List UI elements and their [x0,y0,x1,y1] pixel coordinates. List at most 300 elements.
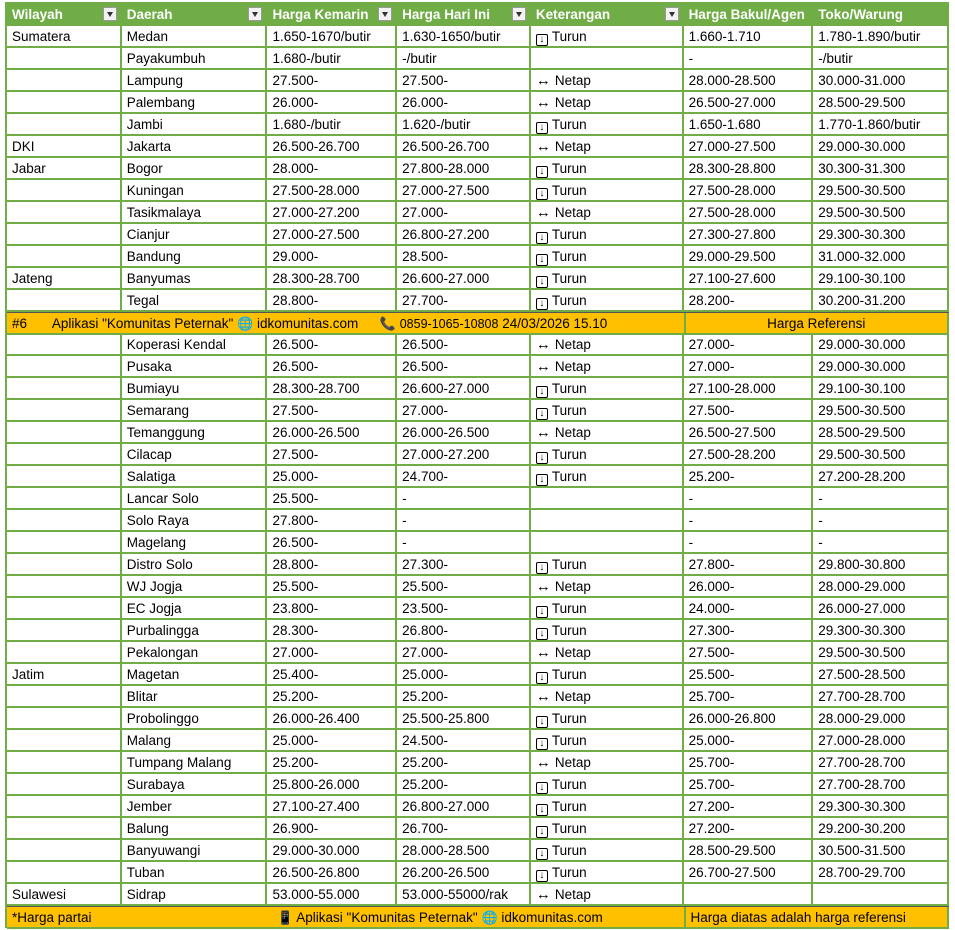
harga-kemarin-cell[interactable] [267,730,397,752]
harga-kemarin-cell[interactable] [267,796,397,818]
daerah-cell[interactable] [122,752,268,774]
harga-bakul-cell[interactable] [684,26,814,48]
keterangan-cell[interactable] [531,334,684,356]
daerah-cell[interactable] [122,532,268,554]
toko-warung-cell[interactable] [813,334,949,356]
daerah-cell[interactable] [122,598,268,620]
keterangan-cell[interactable] [531,466,684,488]
toko-warung-cell[interactable] [813,752,949,774]
wilayah-cell[interactable] [7,576,122,598]
daerah-cell[interactable] [122,378,268,400]
harga-bakul-cell[interactable] [684,268,814,290]
daerah-cell[interactable] [122,818,268,840]
toko-warung-cell[interactable] [813,466,949,488]
harga-hari-ini-cell[interactable] [397,708,531,730]
harga-kemarin-cell-value: 27.100-27.400 [272,799,360,814]
keterangan-cell[interactable] [531,554,684,576]
harga-bakul-cell[interactable] [684,92,814,114]
wilayah-cell[interactable] [7,26,122,48]
toko-warung-cell[interactable] [813,664,949,686]
toko-warung-cell-value: 29.500-30.500 [818,403,906,418]
harga-bakul-cell[interactable] [684,642,814,664]
keterangan-cell[interactable] [531,620,684,642]
daerah-cell[interactable] [122,422,268,444]
wilayah-cell[interactable] [7,48,122,70]
table-row [7,510,949,532]
toko-warung-cell[interactable] [813,576,949,598]
harga-hari-ini-cell[interactable] [397,488,531,510]
harga-kemarin-cell[interactable] [267,158,397,180]
harga-hari-ini-cell[interactable] [397,642,531,664]
daerah-cell[interactable] [122,840,268,862]
daerah-cell[interactable] [122,444,268,466]
banner-date: 24/03/2026 15.10 [502,316,608,331]
daerah-cell[interactable] [122,554,268,576]
toko-warung-cell[interactable] [813,378,949,400]
toko-warung-cell[interactable] [813,620,949,642]
harga-kemarin-cell[interactable] [267,400,397,422]
wilayah-cell[interactable] [7,862,122,884]
daerah-cell[interactable] [122,708,268,730]
harga-kemarin-cell[interactable] [267,466,397,488]
harga-kemarin-cell[interactable] [267,334,397,356]
keterangan-cell[interactable] [531,708,684,730]
toko-warung-cell[interactable] [813,202,949,224]
daerah-cell[interactable] [122,246,268,268]
harga-bakul-cell[interactable] [684,356,814,378]
harga-bakul-cell[interactable] [684,862,814,884]
toko-warung-cell[interactable] [813,268,949,290]
wilayah-cell[interactable] [7,818,122,840]
harga-kemarin-cell[interactable] [267,92,397,114]
harga-bakul-cell[interactable] [684,202,814,224]
harga-bakul-cell[interactable] [684,400,814,422]
harga-bakul-cell-value: 26.500-27.500 [688,425,776,440]
harga-kemarin-cell[interactable] [267,642,397,664]
toko-warung-cell[interactable] [813,136,949,158]
keterangan-cell[interactable] [531,48,684,70]
daerah-cell[interactable] [122,180,268,202]
wilayah-cell[interactable] [7,180,122,202]
daerah-cell[interactable] [122,356,268,378]
keterangan-cell[interactable] [531,114,684,136]
harga-bakul-cell[interactable] [684,686,814,708]
toko-warung-cell[interactable] [813,510,949,532]
harga-kemarin-cell[interactable] [267,664,397,686]
keterangan-cell[interactable] [531,378,684,400]
harga-hari-ini-cell[interactable] [397,532,531,554]
wilayah-cell[interactable] [7,840,122,862]
harga-bakul-cell[interactable] [684,290,814,312]
daerah-cell[interactable] [122,862,268,884]
daerah-cell-value: WJ Jogja [126,579,183,594]
wilayah-cell[interactable] [7,488,122,510]
daerah-cell[interactable] [122,466,268,488]
daerah-cell[interactable] [122,334,268,356]
harga-bakul-cell[interactable] [684,246,814,268]
harga-hari-ini-cell[interactable] [397,840,531,862]
daerah-cell[interactable] [122,114,268,136]
daerah-cell[interactable] [122,884,268,906]
daerah-cell[interactable] [122,268,268,290]
daerah-cell[interactable] [122,730,268,752]
harga-kemarin-cell[interactable] [267,576,397,598]
harga-hari-ini-cell[interactable] [397,290,531,312]
harga-bakul-cell[interactable] [684,70,814,92]
toko-warung-cell[interactable] [813,818,949,840]
daerah-cell[interactable] [122,510,268,532]
wilayah-cell[interactable] [7,664,122,686]
keterangan-cell[interactable] [531,202,684,224]
toko-warung-cell[interactable] [813,796,949,818]
harga-hari-ini-cell[interactable] [397,180,531,202]
header-harga-bakul [684,4,814,26]
toko-warung-cell[interactable] [813,774,949,796]
filter-dropdown-icon[interactable] [378,7,392,21]
keterangan-cell[interactable] [531,730,684,752]
harga-bakul-cell[interactable] [684,466,814,488]
keterangan-cell[interactable] [531,510,684,532]
harga-hari-ini-cell[interactable] [397,862,531,884]
wilayah-cell[interactable] [7,268,122,290]
toko-warung-cell[interactable] [813,26,949,48]
harga-hari-ini-cell[interactable] [397,202,531,224]
wilayah-cell[interactable] [7,730,122,752]
toko-warung-cell[interactable] [813,70,949,92]
keterangan-cell[interactable] [531,158,684,180]
keterangan-cell[interactable] [531,488,684,510]
toko-warung-cell[interactable] [813,224,949,246]
keterangan-cell[interactable] [531,26,684,48]
harga-bakul-cell[interactable] [684,158,814,180]
harga-hari-ini-cell[interactable] [397,598,531,620]
keterangan-cell[interactable] [531,686,684,708]
daerah-cell[interactable] [122,92,268,114]
toko-warung-cell[interactable] [813,158,949,180]
wilayah-cell[interactable] [7,246,122,268]
toko-warung-cell[interactable] [813,488,949,510]
harga-hari-ini-cell-value: 1.620-/butir [402,117,471,132]
harga-kemarin-cell[interactable] [267,510,397,532]
wilayah-cell[interactable] [7,774,122,796]
keterangan-cell[interactable] [531,752,684,774]
wilayah-cell[interactable] [7,92,122,114]
wilayah-cell[interactable] [7,466,122,488]
harga-kemarin-cell[interactable] [267,598,397,620]
toko-warung-cell[interactable] [813,92,949,114]
toko-warung-cell[interactable] [813,598,949,620]
wilayah-cell[interactable] [7,202,122,224]
keterangan-cell[interactable] [531,884,684,906]
harga-hari-ini-cell[interactable] [397,730,531,752]
daerah-cell[interactable] [122,26,268,48]
toko-warung-cell[interactable] [813,686,949,708]
harga-bakul-cell[interactable] [684,114,814,136]
harga-hari-ini-cell[interactable] [397,378,531,400]
wilayah-cell[interactable] [7,136,122,158]
daerah-cell[interactable] [122,202,268,224]
toko-warung-cell-value: 27.700-28.700 [818,777,906,792]
wilayah-cell[interactable] [7,554,122,576]
harga-bakul-cell[interactable] [684,48,814,70]
harga-bakul-cell[interactable] [684,598,814,620]
daerah-cell[interactable] [122,224,268,246]
daerah-cell[interactable] [122,620,268,642]
harga-kemarin-cell[interactable] [267,224,397,246]
keterangan-cell[interactable] [531,422,684,444]
wilayah-cell[interactable] [7,422,122,444]
harga-kemarin-cell[interactable] [267,48,397,70]
harga-bakul-cell-value: 26.700-27.500 [688,865,776,880]
keterangan-cell[interactable] [531,136,684,158]
harga-hari-ini-cell[interactable] [397,136,531,158]
daerah-cell[interactable] [122,290,268,312]
keterangan-cell[interactable] [531,840,684,862]
toko-warung-cell[interactable] [813,400,949,422]
wilayah-cell[interactable] [7,686,122,708]
toko-warung-cell[interactable] [813,246,949,268]
keterangan-cell[interactable] [531,70,684,92]
daerah-cell[interactable] [122,664,268,686]
harga-bakul-cell[interactable] [684,730,814,752]
daerah-cell[interactable] [122,400,268,422]
wilayah-cell[interactable] [7,114,122,136]
toko-warung-cell[interactable] [813,290,949,312]
harga-kemarin-cell[interactable] [267,752,397,774]
harga-hari-ini-cell[interactable] [397,158,531,180]
harga-hari-ini-cell[interactable] [397,114,531,136]
status-label: Turun [551,843,587,858]
daerah-cell[interactable] [122,774,268,796]
harga-bakul-cell[interactable] [684,708,814,730]
table-row [7,840,949,862]
harga-kemarin-cell[interactable] [267,554,397,576]
harga-bakul-cell[interactable] [684,180,814,202]
wilayah-cell[interactable] [7,510,122,532]
harga-bakul-cell[interactable] [684,620,814,642]
wilayah-cell[interactable] [7,598,122,620]
daerah-cell[interactable] [122,576,268,598]
daerah-cell[interactable] [122,642,268,664]
harga-bakul-cell[interactable] [684,334,814,356]
keterangan-cell[interactable] [531,92,684,114]
wilayah-cell[interactable] [7,70,122,92]
harga-hari-ini-cell[interactable] [397,268,531,290]
harga-hari-ini-cell[interactable] [397,26,531,48]
toko-warung-cell[interactable] [813,708,949,730]
toko-warung-cell[interactable] [813,730,949,752]
harga-bakul-cell[interactable] [684,576,814,598]
harga-bakul-cell[interactable] [684,796,814,818]
harga-kemarin-cell[interactable] [267,422,397,444]
harga-hari-ini-cell[interactable] [397,576,531,598]
keterangan-cell[interactable] [531,224,684,246]
wilayah-cell[interactable] [7,642,122,664]
keterangan-cell[interactable] [531,532,684,554]
harga-bakul-cell[interactable] [684,422,814,444]
harga-bakul-cell[interactable] [684,488,814,510]
toko-warung-cell[interactable] [813,554,949,576]
harga-hari-ini-cell[interactable] [397,444,531,466]
keterangan-cell[interactable] [531,664,684,686]
wilayah-cell[interactable] [7,752,122,774]
harga-hari-ini-cell[interactable] [397,752,531,774]
harga-kemarin-cell[interactable] [267,708,397,730]
harga-hari-ini-cell[interactable] [397,356,531,378]
wilayah-cell[interactable] [7,532,122,554]
harga-kemarin-cell-value: 25.000- [272,733,319,748]
harga-hari-ini-cell[interactable] [397,334,531,356]
toko-warung-cell[interactable] [813,840,949,862]
toko-warung-cell[interactable] [813,532,949,554]
toko-warung-cell-value: 27.200-28.200 [818,469,906,484]
toko-warung-cell[interactable] [813,48,949,70]
daerah-cell[interactable] [122,796,268,818]
harga-kemarin-cell[interactable] [267,488,397,510]
toko-warung-cell[interactable] [813,356,949,378]
harga-kemarin-cell[interactable] [267,378,397,400]
harga-kemarin-cell[interactable] [267,70,397,92]
harga-hari-ini-cell[interactable] [397,510,531,532]
harga-hari-ini-cell[interactable] [397,554,531,576]
harga-bakul-cell[interactable] [684,774,814,796]
toko-warung-cell-value: 29.200-30.200 [818,821,906,836]
daerah-cell[interactable] [122,48,268,70]
harga-hari-ini-cell[interactable] [397,818,531,840]
daerah-cell[interactable] [122,686,268,708]
daerah-cell[interactable] [122,158,268,180]
keterangan-cell[interactable] [531,268,684,290]
toko-warung-cell[interactable] [813,642,949,664]
filter-dropdown-icon[interactable] [103,7,117,21]
harga-bakul-cell[interactable] [684,444,814,466]
keterangan-cell[interactable] [531,180,684,202]
harga-hari-ini-cell[interactable] [397,400,531,422]
harga-hari-ini-cell[interactable] [397,422,531,444]
wilayah-cell[interactable] [7,444,122,466]
keterangan-cell[interactable] [531,400,684,422]
harga-kemarin-cell[interactable] [267,620,397,642]
wilayah-cell[interactable] [7,224,122,246]
harga-hari-ini-cell[interactable] [397,620,531,642]
daerah-cell-value: Salatiga [126,469,176,484]
keterangan-cell[interactable] [531,444,684,466]
harga-kemarin-cell[interactable] [267,180,397,202]
harga-kemarin-cell[interactable] [267,114,397,136]
harga-kemarin-cell[interactable] [267,862,397,884]
wilayah-cell[interactable] [7,378,122,400]
filter-dropdown-icon[interactable] [665,7,679,21]
harga-kemarin-cell[interactable] [267,884,397,906]
keterangan-cell[interactable] [531,796,684,818]
harga-hari-ini-cell[interactable] [397,70,531,92]
keterangan-cell[interactable] [531,642,684,664]
toko-warung-cell[interactable] [813,114,949,136]
daerah-cell[interactable] [122,488,268,510]
toko-warung-cell-value: - [818,513,823,528]
harga-bakul-cell[interactable] [684,136,814,158]
harga-bakul-cell[interactable] [684,818,814,840]
toko-warung-cell[interactable] [813,180,949,202]
harga-kemarin-cell[interactable] [267,532,397,554]
harga-hari-ini-cell-value: 26.800-27.000 [402,799,490,814]
keterangan-cell[interactable] [531,818,684,840]
wilayah-cell[interactable] [7,334,122,356]
keterangan-cell[interactable] [531,290,684,312]
harga-kemarin-cell[interactable] [267,202,397,224]
harga-kemarin-cell[interactable] [267,774,397,796]
harga-bakul-cell[interactable] [684,884,814,906]
keterangan-cell[interactable] [531,356,684,378]
wilayah-cell[interactable] [7,884,122,906]
toko-warung-cell[interactable] [813,444,949,466]
harga-hari-ini-cell-value: 26.600-27.000 [402,381,490,396]
harga-kemarin-cell[interactable] [267,136,397,158]
toko-warung-cell[interactable] [813,422,949,444]
harga-hari-ini-cell[interactable] [397,224,531,246]
harga-kemarin-cell[interactable] [267,26,397,48]
filter-dropdown-icon[interactable] [248,7,262,21]
banner-number: #6 [12,316,28,331]
harga-kemarin-cell[interactable] [267,356,397,378]
harga-hari-ini-cell[interactable] [397,664,531,686]
harga-hari-ini-cell[interactable] [397,466,531,488]
harga-kemarin-cell[interactable] [267,840,397,862]
harga-hari-ini-cell[interactable] [397,246,531,268]
toko-warung-cell[interactable] [813,884,949,906]
harga-kemarin-cell[interactable] [267,444,397,466]
daerah-cell[interactable] [122,70,268,92]
harga-bakul-cell[interactable] [684,554,814,576]
harga-hari-ini-cell[interactable] [397,884,531,906]
keterangan-cell[interactable] [531,576,684,598]
keterangan-cell[interactable] [531,774,684,796]
harga-kemarin-cell[interactable] [267,818,397,840]
filter-dropdown-icon[interactable] [512,7,526,21]
wilayah-cell[interactable] [7,620,122,642]
harga-hari-ini-cell[interactable] [397,48,531,70]
keterangan-cell[interactable] [531,862,684,884]
harga-bakul-cell[interactable] [684,752,814,774]
harga-bakul-cell[interactable] [684,378,814,400]
harga-hari-ini-cell[interactable] [397,92,531,114]
wilayah-cell[interactable] [7,400,122,422]
wilayah-cell[interactable] [7,158,122,180]
harga-kemarin-cell[interactable] [267,246,397,268]
harga-hari-ini-cell[interactable] [397,774,531,796]
harga-bakul-cell[interactable] [684,510,814,532]
table-row [7,554,949,576]
wilayah-cell[interactable] [7,290,122,312]
wilayah-cell[interactable] [7,796,122,818]
harga-bakul-cell[interactable] [684,532,814,554]
harga-kemarin-cell[interactable] [267,686,397,708]
wilayah-cell[interactable] [7,708,122,730]
keterangan-cell[interactable] [531,598,684,620]
harga-bakul-cell[interactable] [684,224,814,246]
harga-bakul-cell[interactable] [684,840,814,862]
harga-bakul-cell[interactable] [684,664,814,686]
daerah-cell[interactable] [122,136,268,158]
harga-hari-ini-cell[interactable] [397,796,531,818]
harga-kemarin-cell[interactable] [267,290,397,312]
harga-hari-ini-cell[interactable] [397,686,531,708]
harga-kemarin-cell[interactable] [267,268,397,290]
harga-hari-ini-cell-value: 25.500-25.800 [402,711,490,726]
wilayah-cell[interactable] [7,356,122,378]
keterangan-cell[interactable] [531,246,684,268]
toko-warung-cell[interactable] [813,862,949,884]
